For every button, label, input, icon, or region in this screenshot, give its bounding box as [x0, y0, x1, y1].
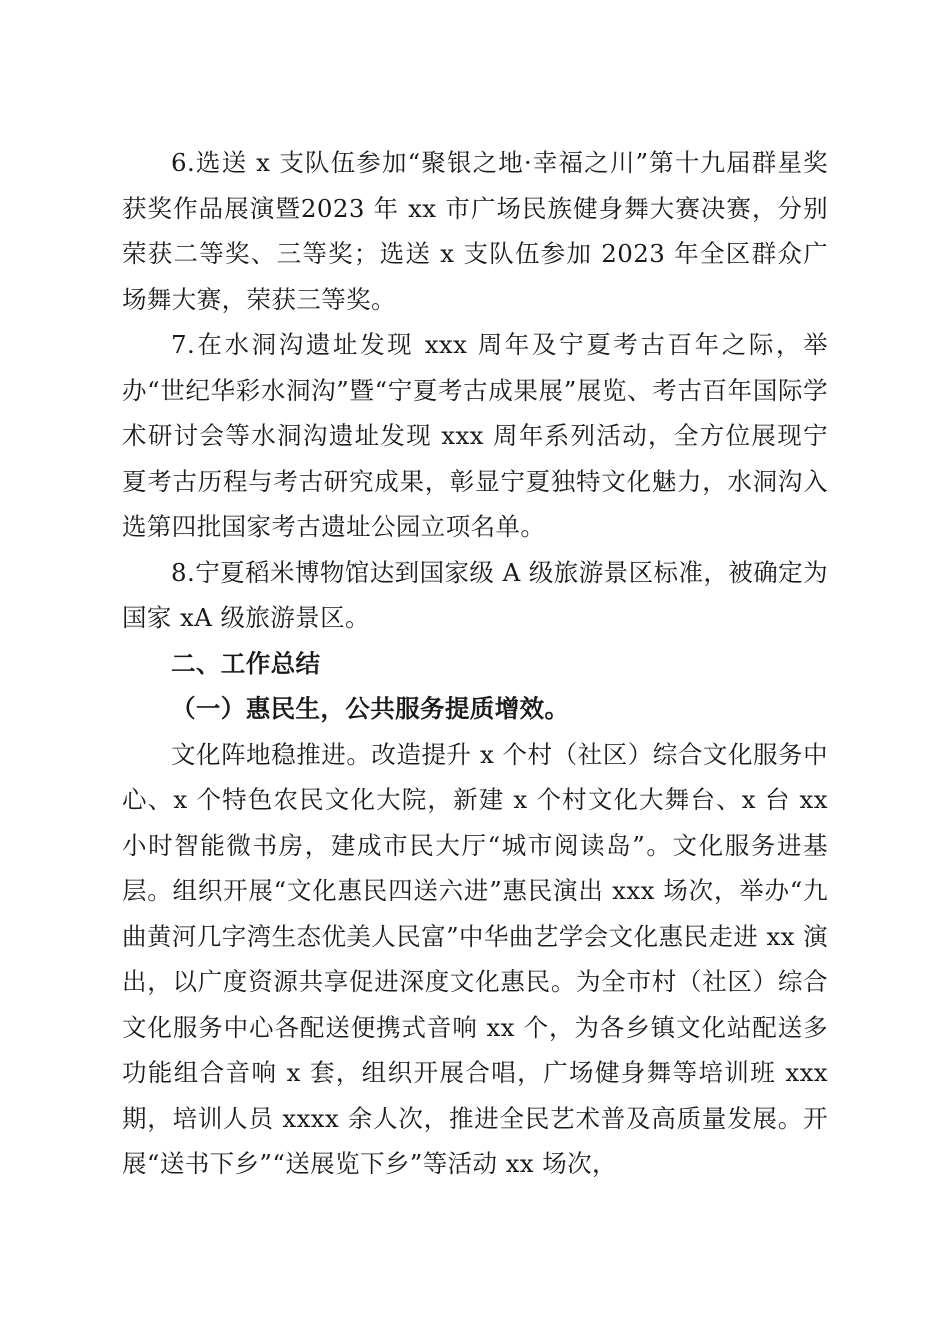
- paragraph-item-8: 8.宁夏稻米博物馆达到国家级 A 级旅游景区标准，被确定为国家 xA 级旅游景区。: [122, 557, 828, 632]
- paragraph-item-6: 6.选送 x 支队伍参加“聚银之地·幸福之川”第十九届群星奖获奖作品展演暨2023 年 xx 市广场民族健身舞大赛决赛，分别荣获二等奖、三等奖；选送 x 支队伍参加 2023 年全区群众广场舞大赛，荣获三等奖。: [122, 148, 828, 314]
- subsection-heading: （一）惠民生，公共服务提质增效。: [171, 694, 570, 723]
- body-paragraph: 文化阵地稳推进。改造提升 x 个村（社区）综合文化服务中心、x 个特色农民文化大院，新建 x 个村文化大舞台、x 台 xx小时智能微书房，建成市民大厅“城市阅读岛”。文化服务进基层。组织开展“文化惠民四送六进”惠民演出 xxx 场次，举办“九曲黄河几字湾生态优美人民富”中华曲艺学会文化惠民走进 xx 演出，以广度资源共享促进深度文化惠民。为全市村（社区）综合文化服务中心各配送便携式音响 xx 个，为各乡镇文化站配送多功能组合音响 x 套，组织开展合唱，广场健身舞等培训班 xxx 期，培训人员 xxxx 余人次，推进全民艺术普及高质量发展。开展“送书下乡”“送展览下乡”等活动 xx 场次，: [122, 739, 828, 1178]
- document-body: [122, 140, 828, 1187]
- section-heading: 二、工作总结: [171, 648, 321, 678]
- paragraph-item-7: 7.在水洞沟遗址发现 xxx 周年及宁夏考古百年之际，举办“世纪华彩水洞沟”暨“宁夏考古成果展”展览、考古百年国际学术研讨会等水洞沟遗址发现 xxx 周年系列活动，全方位展现宁夏考古历程与考古研究成果，彰显宁夏独特文化魅力，水洞沟入选第四批国家考古遗址公园立项名单。: [122, 330, 828, 541]
